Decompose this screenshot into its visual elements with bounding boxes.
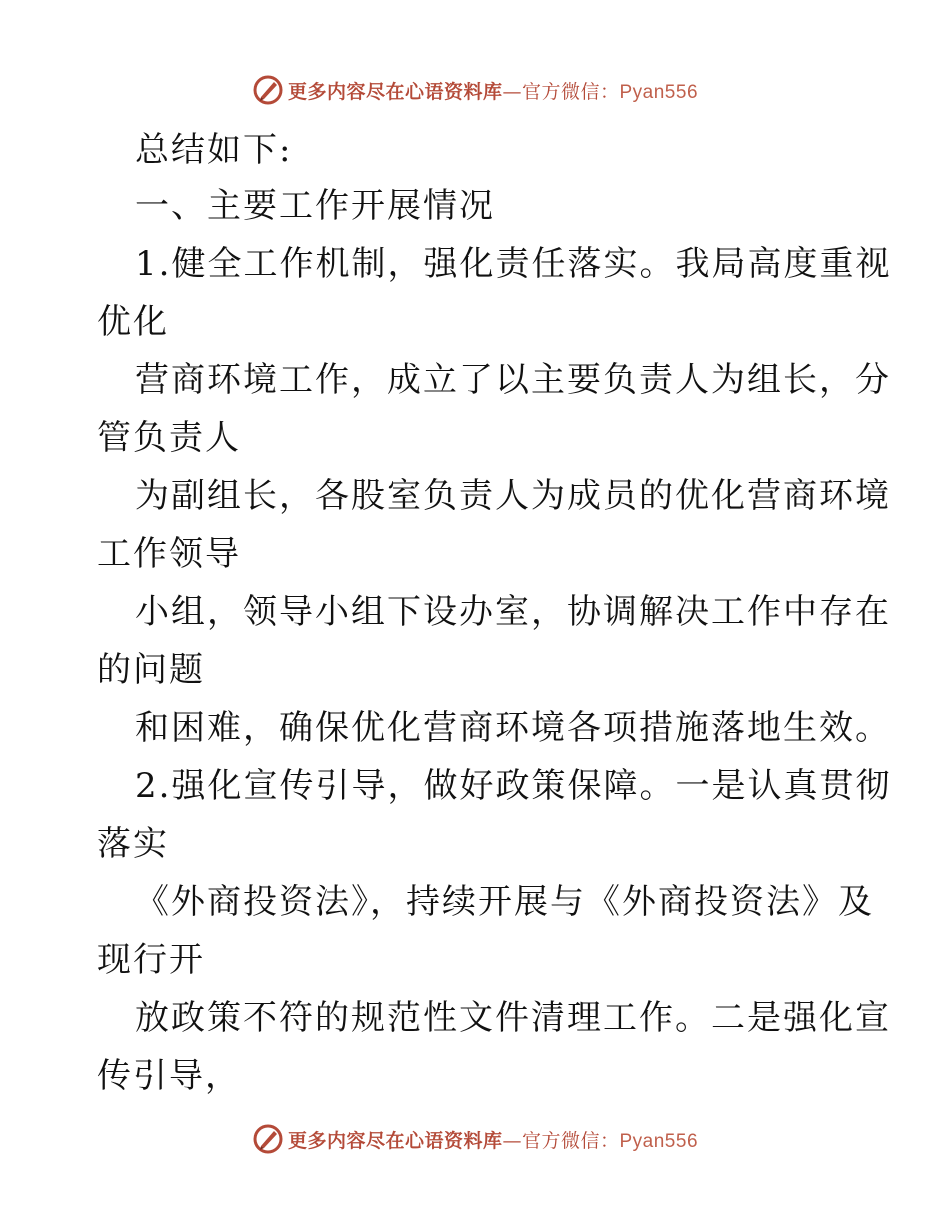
- banner-title: 更多内容尽在心语资料库: [287, 1129, 503, 1152]
- body-line: 为副组长，各股室负责人为成员的优化营商环境: [135, 476, 891, 516]
- body-line: 和困难，确保优化营商环境各项措施落地生效。: [135, 708, 891, 748]
- banner-title: 更多内容尽在心语资料库: [287, 80, 503, 103]
- wechat-handle: Pyan556: [619, 1130, 699, 1152]
- body-line: 优化: [97, 302, 169, 342]
- header-banner-text: [288, 77, 698, 104]
- header-banner: [0, 70, 950, 110]
- body-line: 小组，领导小组下设办室，协调解决工作中存在: [135, 592, 891, 632]
- pen-circle-icon: [252, 1123, 284, 1155]
- footer-banner-text: [288, 1126, 698, 1153]
- body-line: 工作领导: [97, 534, 241, 574]
- body-line: 现行开: [97, 940, 205, 980]
- body-line: 一、主要工作开展情况: [135, 186, 495, 226]
- footer-banner: [0, 1119, 950, 1159]
- body-line: 1.健全工作机制，强化责任落实。我局高度重视: [135, 244, 892, 284]
- body-line: 落实: [97, 824, 169, 864]
- body-line: 管负责人: [97, 418, 241, 458]
- body-line: 总结如下:: [135, 130, 293, 170]
- body-line: 传引导，: [97, 1056, 241, 1096]
- body-line: 放政策不符的规范性文件清理工作。二是强化宣: [135, 998, 891, 1038]
- banner-dash: —: [502, 80, 522, 103]
- wechat-handle: Pyan556: [619, 81, 699, 103]
- body-line: 的问题: [97, 650, 205, 690]
- body-line: 营商环境工作，成立了以主要负责人为组长，分: [135, 360, 891, 400]
- banner-dash: —: [502, 1129, 522, 1152]
- wechat-label: 官方微信：: [521, 1129, 620, 1152]
- wechat-label: 官方微信：: [521, 80, 620, 103]
- pen-circle-icon: [252, 74, 284, 106]
- body-line: 2.强化宣传引导，做好政策保障。一是认真贯彻: [135, 766, 892, 806]
- body-line: 《外商投资法》，持续开展与《外商投资法》及: [135, 882, 874, 922]
